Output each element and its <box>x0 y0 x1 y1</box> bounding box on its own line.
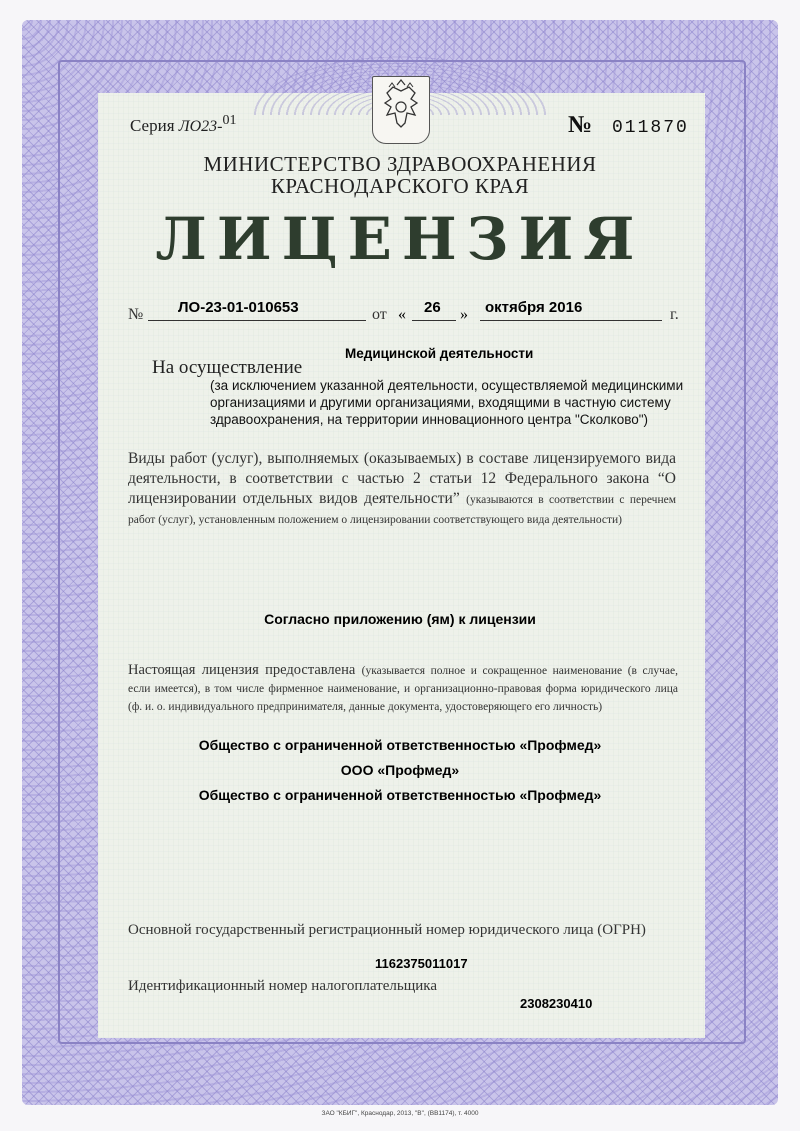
month-line <box>480 320 662 321</box>
organization-brand-name: Общество с ограниченной ответственностью «Профмед» <box>198 787 602 803</box>
ogrn-label: Основной государственный регистрационный номер юридического лица (ОГРН) <box>128 922 646 938</box>
series-code: ЛО23- <box>178 118 223 135</box>
ogrn-value: 1162375011017 <box>375 956 468 971</box>
activity-name: Медицинской деятельности <box>345 346 534 361</box>
license-number-line <box>148 320 366 321</box>
works-paragraph <box>128 449 676 529</box>
organization-full-name: Общество с ограниченной ответственностью «Профмед» <box>198 737 602 753</box>
coat-of-arms-icon <box>372 76 430 144</box>
works-note: (указываются в соответствии с перечнем работ (услуг), установленным положением о лицензировании соответствующего вида деятельности) <box>128 494 676 526</box>
works-value: Согласно приложению (ям) к лицензии <box>264 611 536 627</box>
series-label: Серия <box>130 116 175 135</box>
series-suffix: 01 <box>222 113 237 128</box>
printer-imprint: ЗАО "КБИГ", Краснодар, 2013, "В", (ВВ1174), т. 4000 <box>321 1110 479 1117</box>
organization-short-name: ООО «Профмед» <box>340 762 460 778</box>
inn-label: Идентификационный номер налогоплательщика <box>128 978 438 994</box>
license-from-label: от <box>372 306 387 323</box>
license-no-label: № <box>128 306 144 323</box>
works-text: Виды работ (услуг), выполняемых (оказываемых) в составе лицензируемого вида деятельности, в соответствии с частью 2 статьи 12 Федерального закона “О лицензировании отдельных видов деятельности” <box>128 450 676 507</box>
license-day: 26 <box>424 299 441 316</box>
issuer-line-2: КРАСНОДАРСКОГО КРАЯ <box>270 174 530 198</box>
form-number-sign: № <box>568 112 593 138</box>
provided-paragraph <box>128 662 678 716</box>
document-title: ЛИЦЕНЗИЯ <box>155 205 645 273</box>
series-line <box>130 113 237 136</box>
year-suffix: г. <box>670 306 679 323</box>
form-number: 011870 <box>612 118 689 138</box>
activity-exclusion: (за исключением указанной деятельности, осуществляемой медицинскими организациями и другими организациями, входящими в частную систему здравоохранения, на территории инновационного центра "Сколково") <box>210 378 684 427</box>
license-number: ЛО-23-01-010653 <box>178 299 299 316</box>
provided-note: (указывается полное и сокращенное наименование (в случае, если имеется), в том числе фирменное наименование, и организационно-правовая форма юридического лица (ф. и. о. индивидуального предпринимателя, данные документа, удостоверяющего его личность) <box>128 665 679 713</box>
activity-label: На осуществление <box>152 357 303 378</box>
quote-open: « <box>398 306 406 323</box>
inn-value: 2308230410 <box>520 996 593 1011</box>
quote-close: » <box>460 306 468 323</box>
license-month-year: октября 2016 <box>485 299 583 316</box>
day-line <box>412 320 456 321</box>
issuer-line-1: МИНИСТЕРСТВО ЗДРАВООХРАНЕНИЯ <box>203 152 597 176</box>
provided-text: Настоящая лицензия предоставлена <box>128 662 356 678</box>
